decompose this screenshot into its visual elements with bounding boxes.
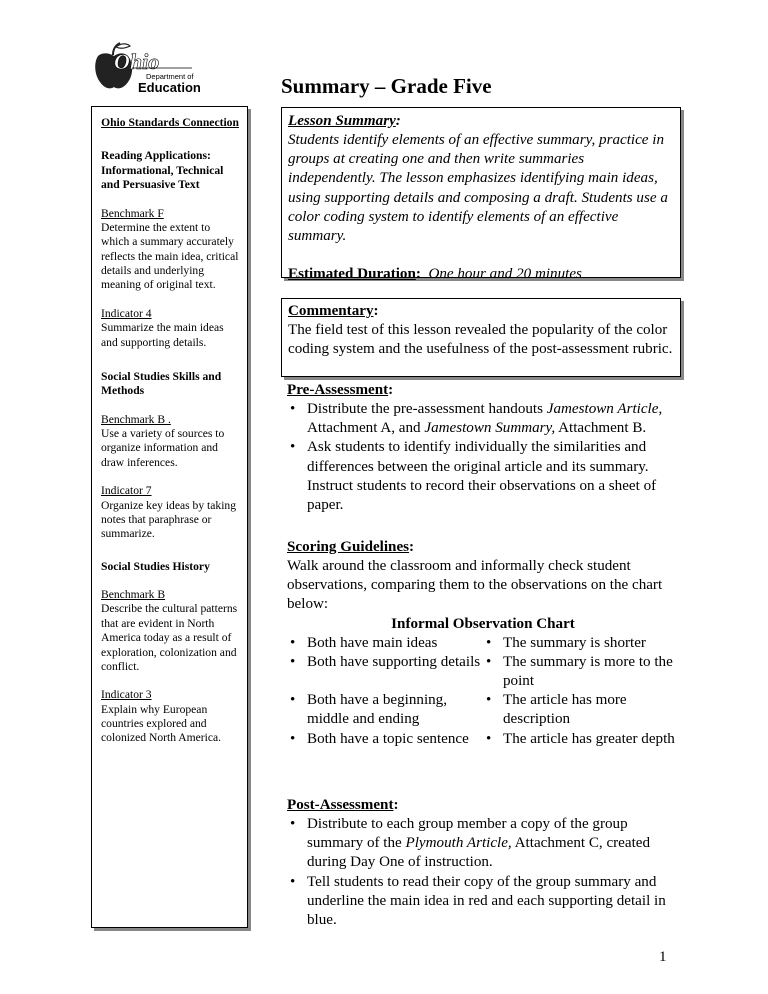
list-item: • Distribute to each group member a copy of the group summary of the Plymouth Article, Attachment C, created during Day One of instruction. (287, 815, 679, 872)
sidebar-item-label: Benchmark B . (101, 412, 171, 426)
sidebar-item (101, 588, 239, 674)
standards-sidebar (91, 106, 248, 928)
sidebar-item-label: Benchmark B (101, 588, 166, 601)
observation-chart (287, 634, 679, 749)
sidebar-item (101, 413, 239, 471)
sidebar-section-title: Social Studies Skills and Methods (101, 369, 222, 398)
lesson-summary-text: Students identify elements of an effective summary, practice in groups at creating one and then write summaries independently. The lesson emphasizes identifying main ideas, using supporting details and composing a draft. Students use a color coding system to identify elements of an effective summary. (288, 132, 668, 244)
logo-dept-text: Department of (146, 72, 194, 81)
duration-label: Estimated Duration (288, 266, 416, 283)
post-assessment-label: Post-Assessment (287, 797, 394, 813)
observation-item: • Both have a topic sentence (287, 730, 483, 749)
observation-item: • Both have main ideas (287, 634, 483, 653)
scoring-text: Walk around the classroom and informally check student observations, comparing them to the observations on the chart below: (287, 558, 663, 613)
observation-item: • The article has greater depth (483, 730, 679, 749)
sidebar-item-label: Indicator 4 (101, 306, 152, 320)
sidebar-section-title: Reading Applications: Informational, Technical and Persuasive Text (101, 149, 224, 192)
observation-item: • The summary is shorter (483, 634, 679, 653)
list-item: • Tell students to read their copy of the group summary and underline the main idea in red and each supporting detail in blue. (287, 873, 679, 930)
ohio-education-logo (92, 38, 202, 96)
list-item: • Ask students to identify individually the similarities and differences between the original article and its summary. Instruct students to record their observations on a sheet of paper. (287, 438, 679, 515)
sidebar-heading: Ohio Standards Connection (101, 116, 239, 129)
observation-item: • The summary is more to the point (483, 653, 679, 691)
sidebar-item (101, 207, 239, 293)
page-title: Summary – Grade Five (281, 74, 492, 98)
sidebar-section-title: Social Studies History (101, 559, 210, 573)
sidebar-item-text: Explain why European countries explored and colonized North America. (101, 702, 222, 745)
sidebar-item-text: Summarize the main ideas and supporting details. (101, 321, 224, 349)
sidebar-item (101, 484, 239, 542)
post-assessment-section: Post-Assessment: • Distribute to each group member a copy of the group summary of the Plymouth Article, Attachment C, created during Day One of instruction. • Tell students to read their copy of the group summary and underline the main idea in red and each supporting detail in blue. (287, 796, 679, 930)
sidebar-item-label: Benchmark F (101, 206, 164, 220)
sidebar-item-text: Use a variety of sources to organize information and draw inferences. (101, 427, 225, 469)
pre-assessment-label: Pre-Assessment (287, 382, 389, 398)
scoring-guidelines-section: Scoring Guidelines: Walk around the classroom and informally check student observations, comparing them to the observations on the chart below: Informal Observation Chart • Both have main ideas • The summary is shorter • Both have supporting details • The summary is more to the point • Both have a beginning, middle and ending • The article has more description • Both have a topic sentence • The article has greater depth (287, 538, 679, 749)
lesson-summary-box: Lesson Summary: Students identify elements of an effective summary, practice in groups at creating one and then write summaries independently. The lesson emphasizes identifying main ideas, using supporting details and composing a draft. Students use a color coding system to identify elements of an effective summary. Estimated Duration: One hour and 20 minutes (281, 107, 681, 278)
scoring-label: Scoring Guidelines (287, 539, 410, 555)
sidebar-item (101, 688, 239, 746)
page-number: 1 (659, 949, 667, 965)
pre-assessment-section: Pre-Assessment: • Distribute the pre-assessment handouts Jamestown Article, Attachment A, and Jamestown Summary, Attachment B. • Ask students to identify individually the similarities and differences between the original article and its summary. Instruct students to record their observations on a sheet of paper. (287, 381, 679, 515)
logo-ohio-text: Ohio (114, 49, 160, 74)
observation-item: • The article has more description (483, 691, 679, 729)
lesson-summary-label: Lesson Summary (288, 113, 396, 129)
list-item: • Distribute the pre-assessment handouts Jamestown Article, Attachment A, and Jamestown Summary, Attachment B. (287, 400, 679, 438)
apple-logo-icon (92, 38, 202, 96)
commentary-label: Commentary (288, 303, 374, 319)
observation-item: • Both have supporting details (287, 653, 483, 691)
sidebar-item-label: Indicator 7 (101, 484, 152, 498)
observation-chart-title: Informal Observation Chart (391, 615, 575, 632)
sidebar-item-text: Determine the extent to which a summary accurately reflects the main idea, critical details and underlying meaning of original text. (101, 220, 239, 292)
commentary-text: The field test of this lesson revealed the popularity of the color coding system and the usefulness of the post-assessment rubric. (288, 322, 673, 358)
sidebar-item-label: Indicator 3 (101, 688, 152, 702)
logo-edu-text: Education (138, 80, 201, 95)
sidebar-item-text: Organize key ideas by taking notes that paraphrase or summarize. (101, 498, 237, 541)
observation-item: • Both have a beginning, middle and ending (287, 691, 483, 729)
sidebar-item-text: Describe the cultural patterns that are evident in North America today as a result of exploration, colonization and conflict. (101, 602, 238, 673)
commentary-box: Commentary: The field test of this lesson revealed the popularity of the color coding system and the usefulness of the post-assessment rubric. (281, 298, 681, 377)
duration-value: One hour and 20 minutes (428, 266, 582, 283)
sidebar-item (101, 307, 239, 350)
